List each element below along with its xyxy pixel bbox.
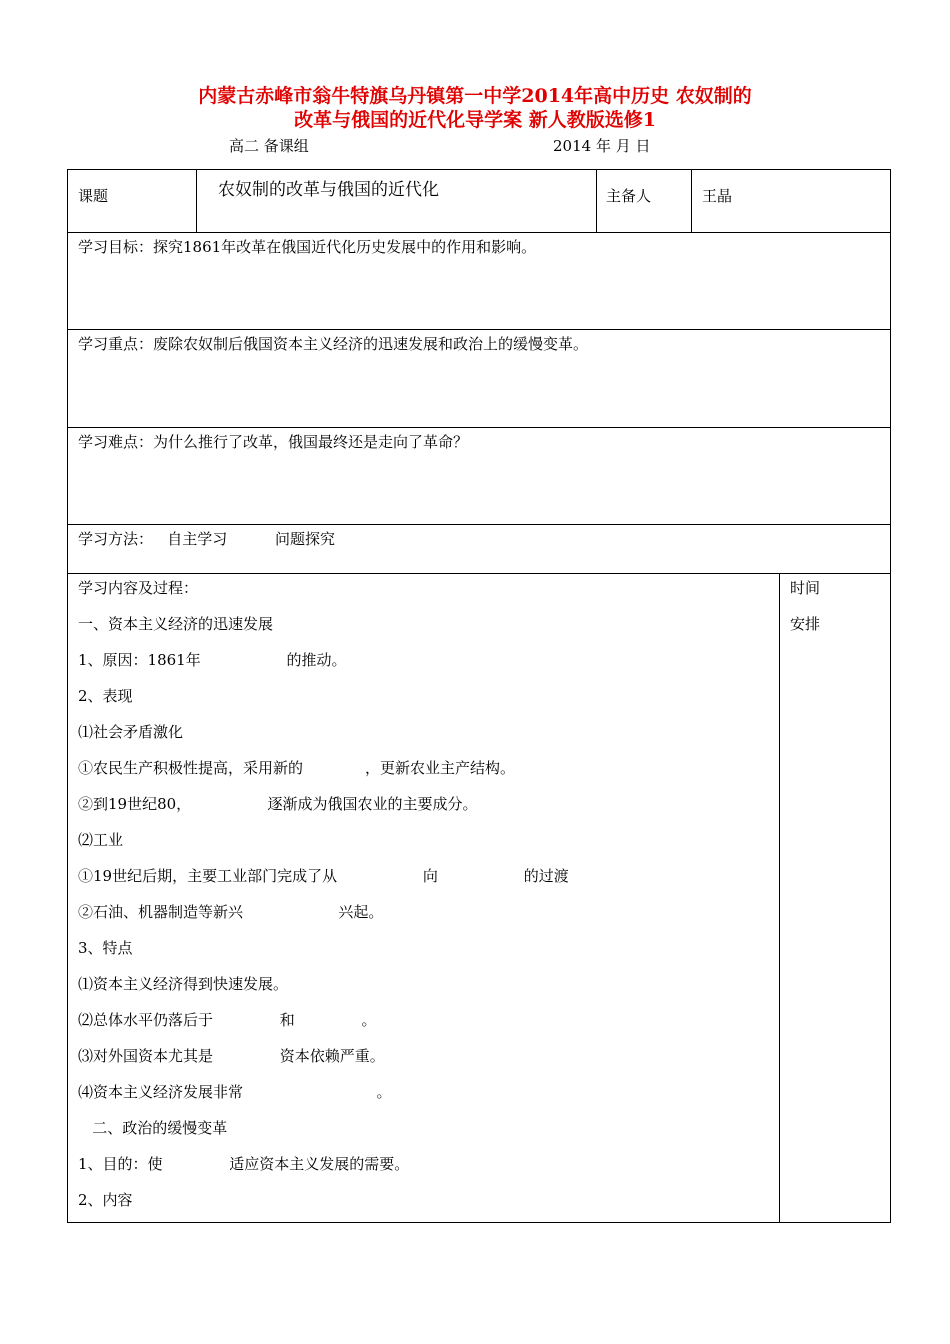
content-line: ②到19世纪80， 逐渐成为俄国农业的主要成分。 [78,795,478,813]
content-line: ①19世纪后期，主要工业部门完成了从 向 的过渡 [78,867,569,885]
arrangement-label: 安排 [790,615,821,633]
content-line: ⑴资本主义经济得到快速发展。 [78,975,289,993]
content-line: 2、内容 [78,1191,133,1209]
content-line: ⑴社会矛盾激化 [78,723,184,741]
content-line: ⑵工业 [78,831,124,849]
preparer-value: 王晶 [702,187,733,205]
content-header: 学习内容及过程： [78,579,199,597]
learning-difficulty: 学习难点：为什么推行了改革，俄国最终还是走向了革命？ [78,433,469,451]
learning-method: 学习方法： 自主学习 问题探究 [78,530,335,548]
content-line: ⑷资本主义经济发展非常 。 [78,1083,392,1101]
content-line: ⑶对外国资本尤其是 资本依赖严重。 [78,1047,385,1065]
content-line: 二、政治的缓慢变革 [78,1119,228,1137]
content-line: 一、资本主义经济的迅速发展 [78,615,274,633]
learning-goal: 学习目标：探究1861年改革在俄国近代化历史发展中的作用和影响。 [78,238,537,256]
topic-value: 农奴制的改革与俄国的近代化 [218,180,439,200]
date-line: 2014 年 月 日 [553,137,651,155]
learning-key-point: 学习重点：废除农奴制后俄国资本主义经济的迅速发展和政治上的缓慢变革。 [78,335,589,353]
content-line: ①农民生产积极性提高，采用新的 ，更新农业主产结构。 [78,759,515,777]
grade-group: 高二 备课组 [229,137,309,155]
topic-label: 课题 [78,187,109,205]
content-line: 1、原因：1861年 的推动。 [78,651,347,669]
time-label: 时间 [790,579,821,597]
topic-row [67,169,891,233]
content-line: 1、目的：使 适应资本主义发展的需要。 [78,1155,410,1173]
preparer-label: 主备人 [606,187,652,205]
document-title-line-1: 内蒙古赤峰市翁牛特旗乌丹镇第一中学2014年高中历史 农奴制的 [198,85,752,107]
content-line: 3、特点 [78,939,133,957]
content-line: ⑵总体水平仍落后于 和 。 [78,1011,377,1029]
document-title-line-2: 改革与俄国的近代化导学案 新人教版选修1 [294,109,656,131]
content-line: 2、表现 [78,687,133,705]
content-line: ②石油、机器制造等新兴 兴起。 [78,903,384,921]
